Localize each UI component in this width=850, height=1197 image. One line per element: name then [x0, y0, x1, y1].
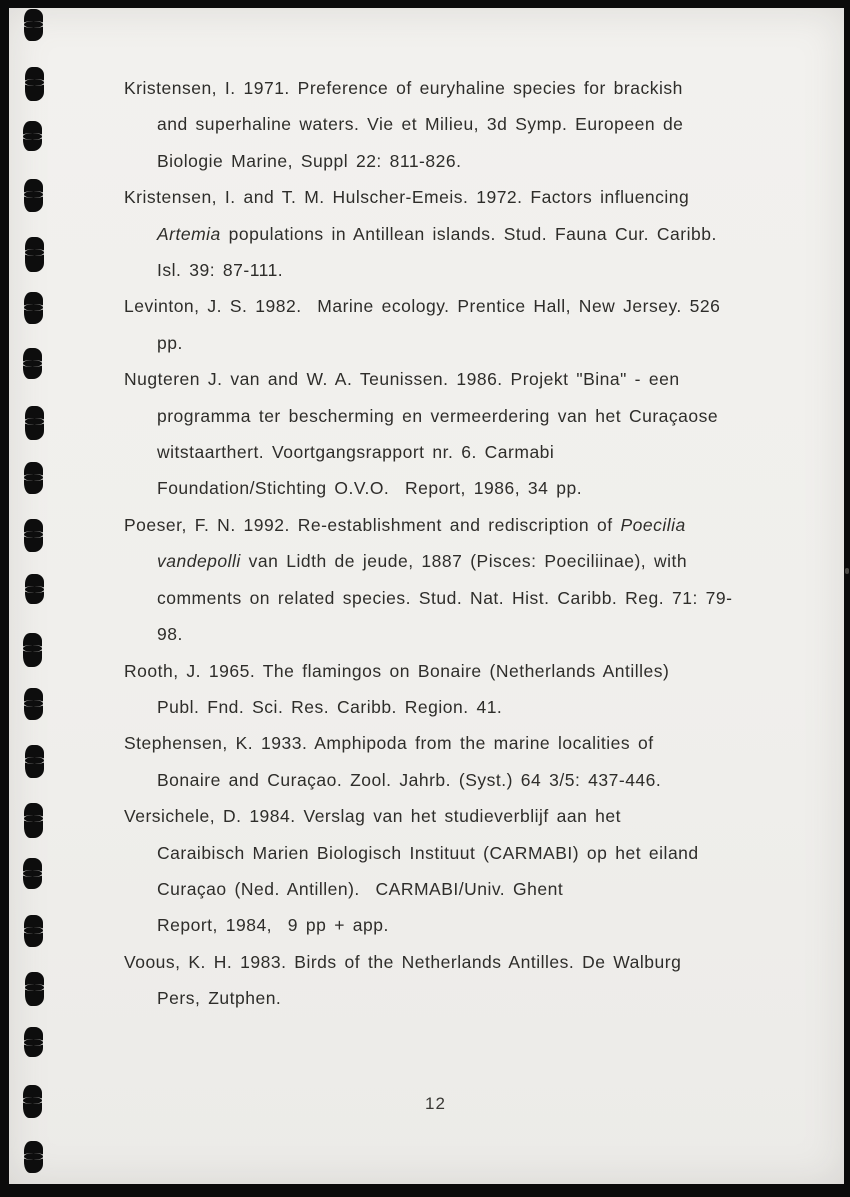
- binding-holes-column: [0, 0, 60, 1197]
- scanned-page: [9, 8, 844, 1184]
- binding-hole: [25, 972, 44, 1006]
- binding-hole: [25, 574, 44, 604]
- reference-line: Nugteren J. van and W. A. Teunissen. 1986. Projekt "Bina" - een: [124, 369, 680, 390]
- binding-hole: [23, 633, 42, 667]
- binding-hole: [23, 348, 42, 379]
- reference-line: Curaçao (Ned. Antillen). CARMABI/Univ. Ghent: [157, 878, 564, 899]
- binding-hole: [24, 803, 43, 838]
- binding-hole: [25, 406, 44, 440]
- binding-hole: [25, 745, 44, 778]
- binding-hole: [24, 519, 43, 552]
- reference-entry: [124, 179, 774, 288]
- binding-hole: [25, 67, 44, 101]
- reference-line: pp.: [157, 332, 183, 353]
- reference-entry: [124, 288, 774, 361]
- binding-hole: [24, 1141, 43, 1173]
- binding-hole: [24, 915, 43, 947]
- reference-line: comments on related species. Stud. Nat. Hist. Caribb. Reg. 71: 79-: [157, 587, 733, 608]
- reference-line: Rooth, J. 1965. The flamingos on Bonaire (Netherlands Antilles): [124, 660, 670, 681]
- reference-line: Publ. Fnd. Sci. Res. Caribb. Region. 41.: [157, 696, 503, 717]
- binding-hole: [24, 292, 43, 324]
- binding-hole: [24, 9, 43, 41]
- reference-entry: [124, 725, 774, 798]
- reference-entry: [124, 653, 774, 726]
- reference-line: Artemia populations in Antillean islands. Stud. Fauna Cur. Caribb.: [157, 223, 717, 244]
- reference-entry: [124, 70, 774, 179]
- binding-hole: [24, 179, 43, 212]
- reference-entry: [124, 361, 774, 507]
- scan-speck: [845, 568, 849, 574]
- page-number: 12: [425, 1094, 446, 1113]
- reference-line: vandepolli van Lidth de jeude, 1887 (Pisces: Poeciliinae), with: [157, 551, 688, 572]
- reference-entry: [124, 944, 774, 1017]
- reference-line: Levinton, J. S. 1982. Marine ecology. Prentice Hall, New Jersey. 526: [124, 296, 721, 317]
- binding-hole: [24, 462, 43, 494]
- reference-line: 98.: [157, 624, 183, 645]
- reference-line: Foundation/Stichting O.V.O. Report, 1986, 34 pp.: [157, 478, 583, 499]
- reference-line: Caraibisch Marien Biologisch Instituut (CARMABI) op het eiland: [157, 842, 699, 863]
- binding-hole: [23, 121, 42, 151]
- reference-line: Bonaire and Curaçao. Zool. Jahrb. (Syst.) 64 3/5: 437-446.: [157, 769, 662, 790]
- references-list: [124, 70, 774, 1017]
- binding-hole: [25, 237, 44, 272]
- reference-line: Biologie Marine, Suppl 22: 811-826.: [157, 150, 462, 171]
- reference-entry: [124, 507, 774, 653]
- reference-line: Report, 1984, 9 pp + app.: [157, 915, 389, 936]
- reference-line: Versichele, D. 1984. Verslag van het studieverblijf aan het: [124, 806, 621, 827]
- binding-hole: [23, 858, 42, 889]
- reference-line: programma ter bescherming en vermeerdering van het Curaçaose: [157, 405, 719, 426]
- reference-line: Pers, Zutphen.: [157, 988, 282, 1009]
- reference-line: and superhaline waters. Vie et Milieu, 3d Symp. Europeen de: [157, 114, 684, 135]
- binding-hole: [24, 1027, 43, 1057]
- reference-line: witstaarthert. Voortgangsrapport nr. 6. Carmabi: [157, 442, 555, 463]
- reference-line: Poeser, F. N. 1992. Re-establishment and rediscription of Poecilia: [124, 514, 686, 535]
- reference-line: Kristensen, I. 1971. Preference of euryhaline species for brackish: [124, 78, 683, 98]
- reference-line: Kristensen, I. and T. M. Hulscher-Emeis. 1972. Factors influencing: [124, 187, 690, 208]
- reference-line: Stephensen, K. 1933. Amphipoda from the marine localities of: [124, 733, 654, 754]
- reference-line: Isl. 39: 87-111.: [157, 260, 284, 281]
- binding-hole: [24, 688, 43, 720]
- reference-entry: [124, 798, 774, 944]
- reference-line: Voous, K. H. 1983. Birds of the Netherlands Antilles. De Walburg: [124, 951, 682, 972]
- binding-hole: [23, 1085, 42, 1118]
